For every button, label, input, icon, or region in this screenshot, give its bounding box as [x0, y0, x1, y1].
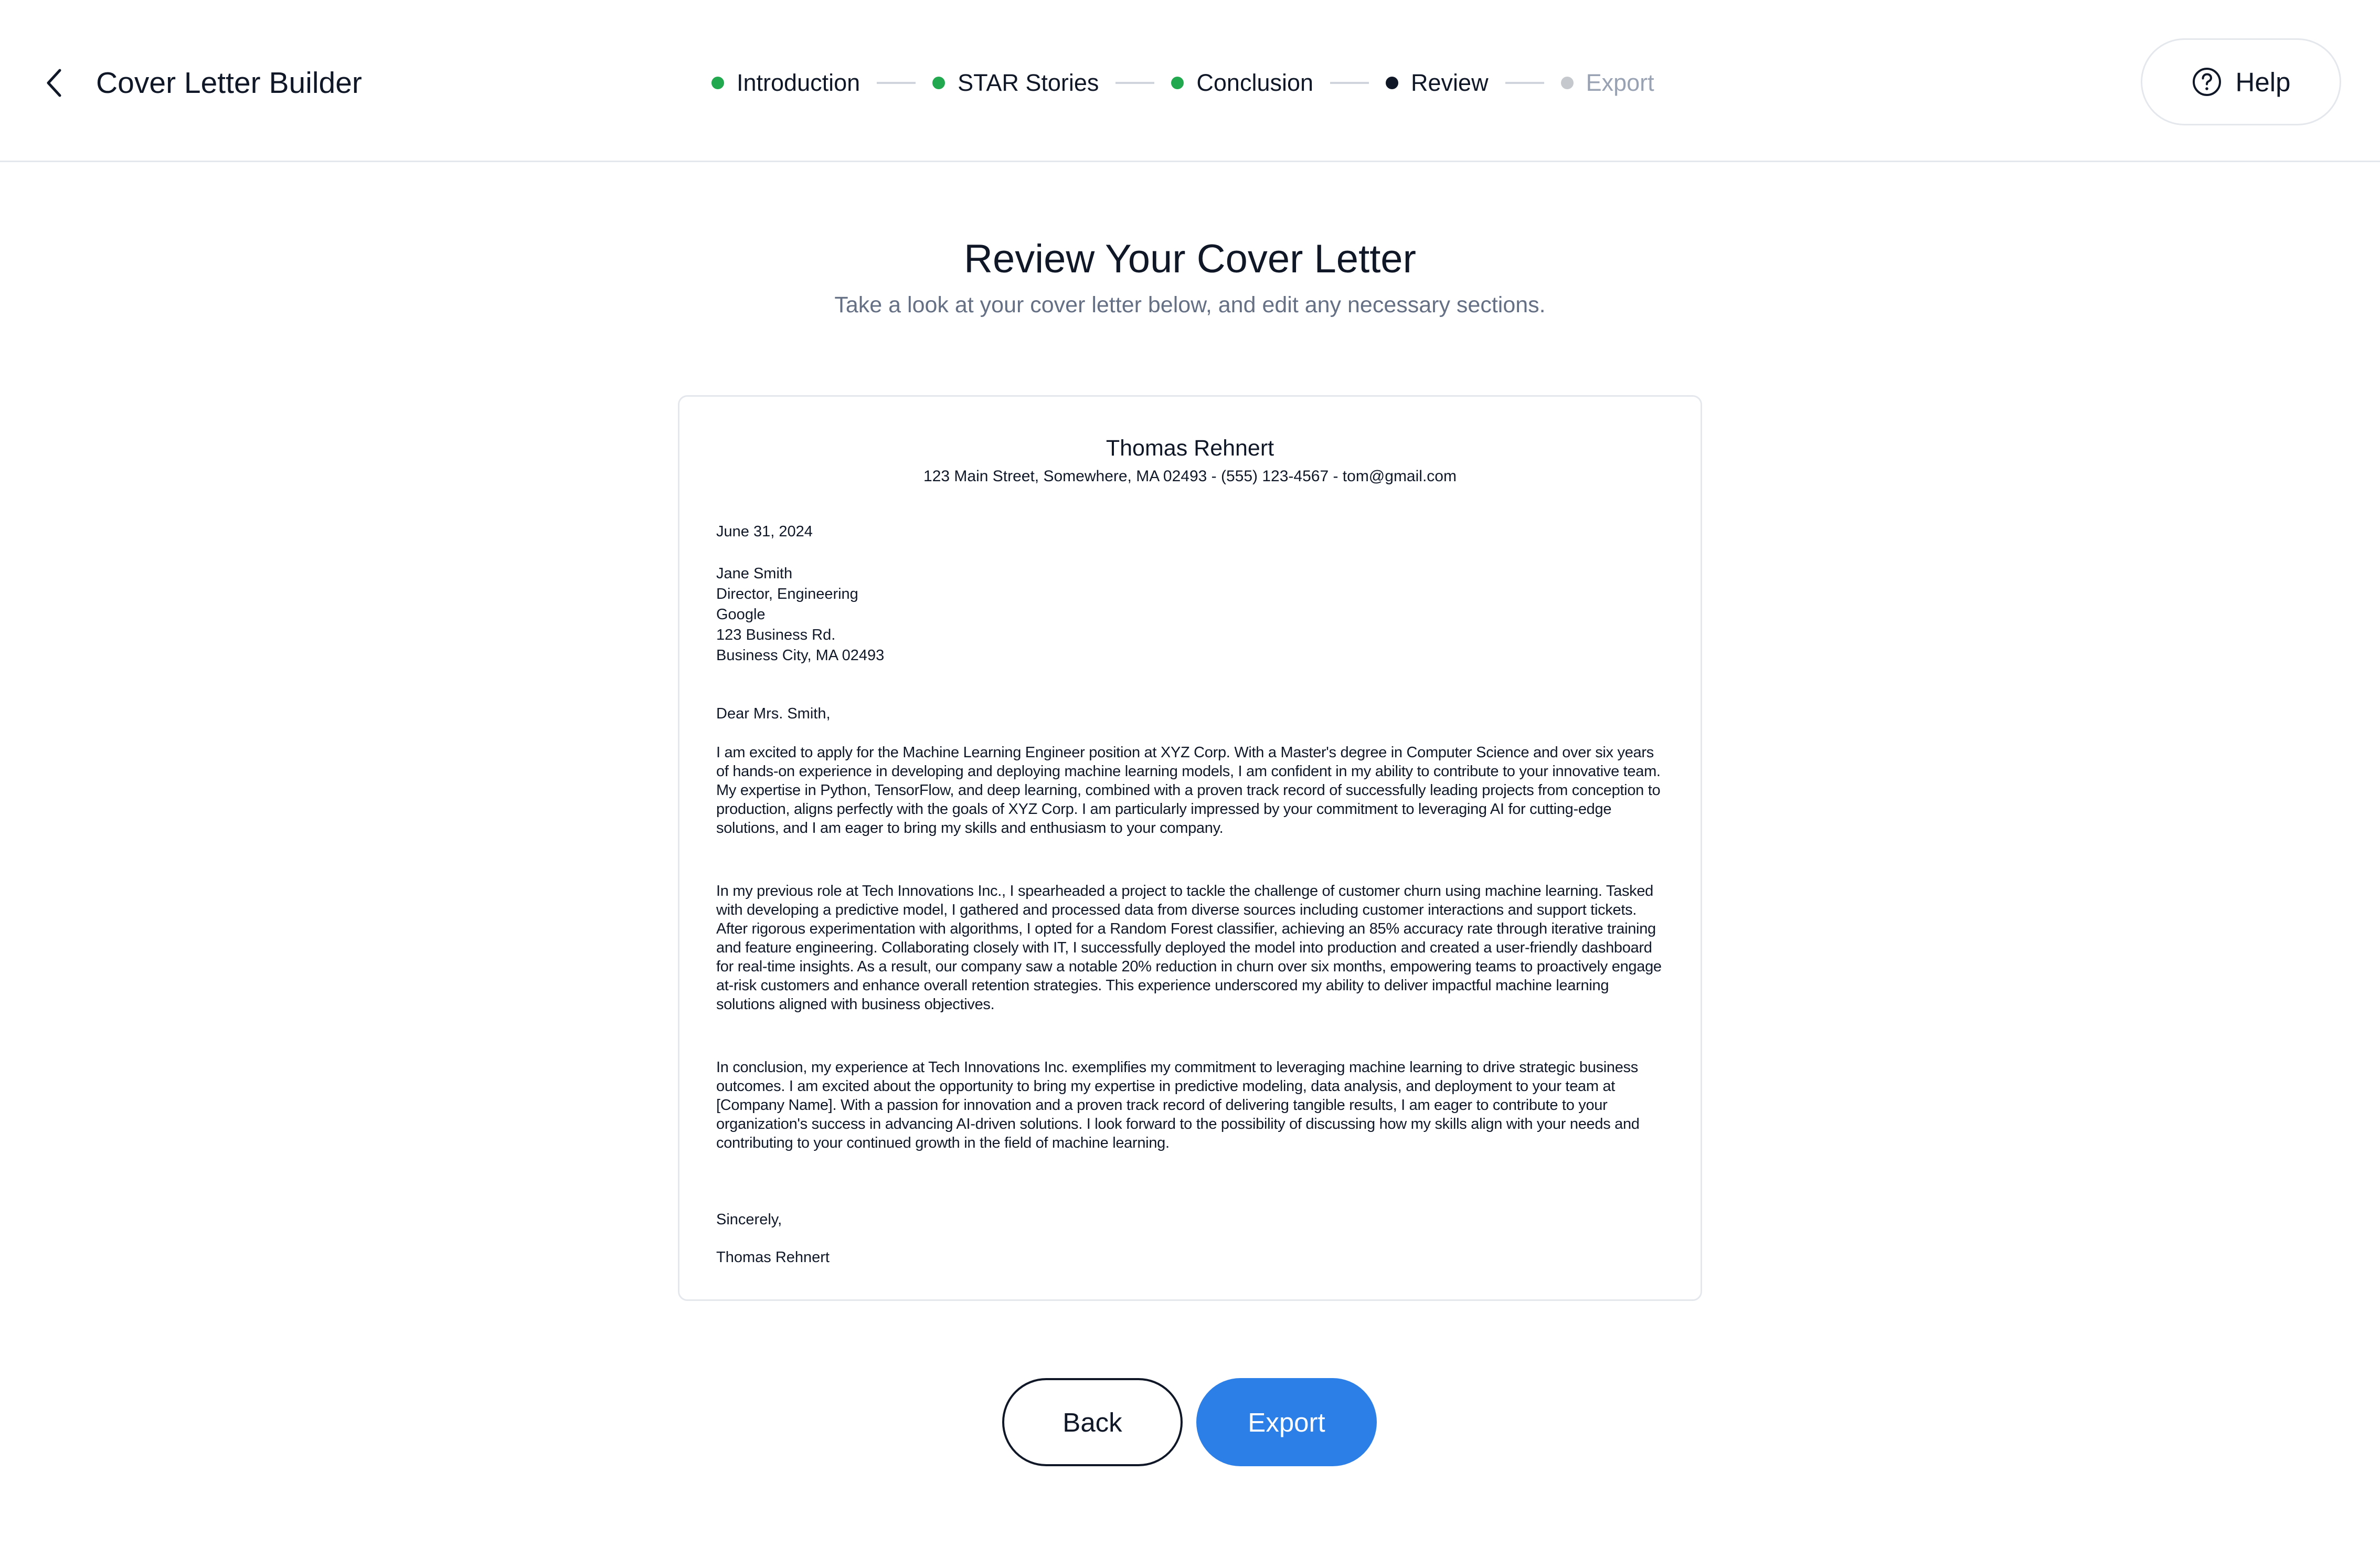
step-introduction[interactable] [711, 68, 860, 98]
app-title: Cover Letter Builder [96, 66, 362, 100]
help-button[interactable] [2141, 38, 2341, 125]
letter-paragraph-intro[interactable]: I am excited to apply for the Machine Learning Engineer position at XYZ Corp. With a Master's degree in Computer Science and over six years of hands-on experience in developing and deploying machine learning models, I am confident in my ability to contribute to your innovative team. My expertise in Python, TensorFlow, and deep learning, combined with a proven track record of successfully leading projects from conception to production, aligns perfectly with the goals of XYZ Corp. I am particularly impressed by your commitment to leveraging AI for cutting-edge solutions, and I am eager to bring my skills and enthusiasm to your company. [716, 744, 1661, 836]
step-complete-dot [711, 77, 724, 89]
salutation: Dear Mrs. Smith, [716, 705, 831, 722]
recipient-company: Google [716, 606, 766, 623]
letter-signature: Thomas Rehnert [716, 1249, 830, 1266]
sender-contact: 123 Main Street, Somewhere, MA 02493 - (555) 123-4567 - tom@gmail.com [923, 468, 1457, 485]
letter-date: June 31, 2024 [716, 523, 813, 540]
recipient-street: 123 Business Rd. [716, 627, 836, 643]
chevron-left-icon[interactable] [42, 67, 68, 99]
sender-name: Thomas Rehnert [1106, 436, 1274, 461]
step-review[interactable] [1386, 68, 1489, 98]
help-label: Help [2235, 67, 2291, 97]
step-complete-dot [1171, 77, 1184, 89]
step-complete-dot [932, 77, 945, 89]
page-title: Review Your Cover Letter [964, 237, 1416, 281]
step-current-dot [1386, 77, 1398, 89]
top-bar [0, 0, 2380, 162]
letter-paragraph-star[interactable]: In my previous role at Tech Innovations Inc., I spearheaded a project to tackle the challenge of customer churn using machine learning. Tasked with developing a predictive model, I gathered and processed data from diverse sources including customer interactions and support tickets. After rigorous experimentation with algorithms, I opted for a Random Forest classifier, achieving an 85% accuracy rate through iterative training and feature engineering. Collaborating closely with IT, I successfully deployed the model into production and created a user-friendly dashboard for real-time insights. As a result, our company saw a notable 20% reduction in churn over six months, empowering teams to proactively engage at-risk customers and enhance overall retention strategies. This experience underscored my ability to deliver impactful machine learning solutions aligned with business objectives. [716, 883, 1662, 1013]
export-button[interactable]: Export [1196, 1378, 1377, 1466]
letter-closing: Sincerely, [716, 1211, 782, 1228]
step-upcoming-dot [1561, 77, 1574, 89]
step-export[interactable] [1561, 68, 1654, 98]
recipient-city: Business City, MA 02493 [716, 647, 885, 664]
page-subtitle: Take a look at your cover letter below, and edit any necessary sections. [834, 292, 1546, 317]
progress-stepper [711, 65, 1654, 101]
recipient-title: Director, Engineering [716, 586, 858, 602]
recipient-name: Jane Smith [716, 565, 793, 582]
question-circle-icon [2192, 67, 2222, 97]
step-connector [1330, 82, 1369, 84]
cover-letter-preview [678, 395, 1702, 1301]
step-label: Review [1411, 69, 1489, 96]
step-connector [1505, 82, 1544, 84]
back-button[interactable]: Back [1002, 1378, 1183, 1466]
step-conclusion[interactable] [1171, 68, 1313, 98]
step-label: Export [1586, 69, 1654, 96]
letter-paragraph-conclusion[interactable]: In conclusion, my experience at Tech Innovations Inc. exemplifies my commitment to leveraging machine learning to drive strategic business outcomes. I am excited about the opportunity to bring my expertise in predictive modeling, data analysis, and deployment to your team at [Company Name]. With a passion for innovation and a proven track record of delivering tangible results, I am eager to contribute to your organization's success in advancing AI-driven solutions. I look forward to the possibility of discussing how my skills align with your needs and contributing to your continued growth in the field of machine learning. [716, 1059, 1640, 1151]
recipient-block [716, 564, 1667, 666]
step-connector [1115, 82, 1154, 84]
step-star-stories[interactable] [932, 68, 1099, 98]
step-label: Conclusion [1196, 69, 1314, 96]
step-connector [877, 82, 916, 84]
step-label: STAR Stories [958, 69, 1099, 96]
step-label: Introduction [737, 69, 860, 96]
